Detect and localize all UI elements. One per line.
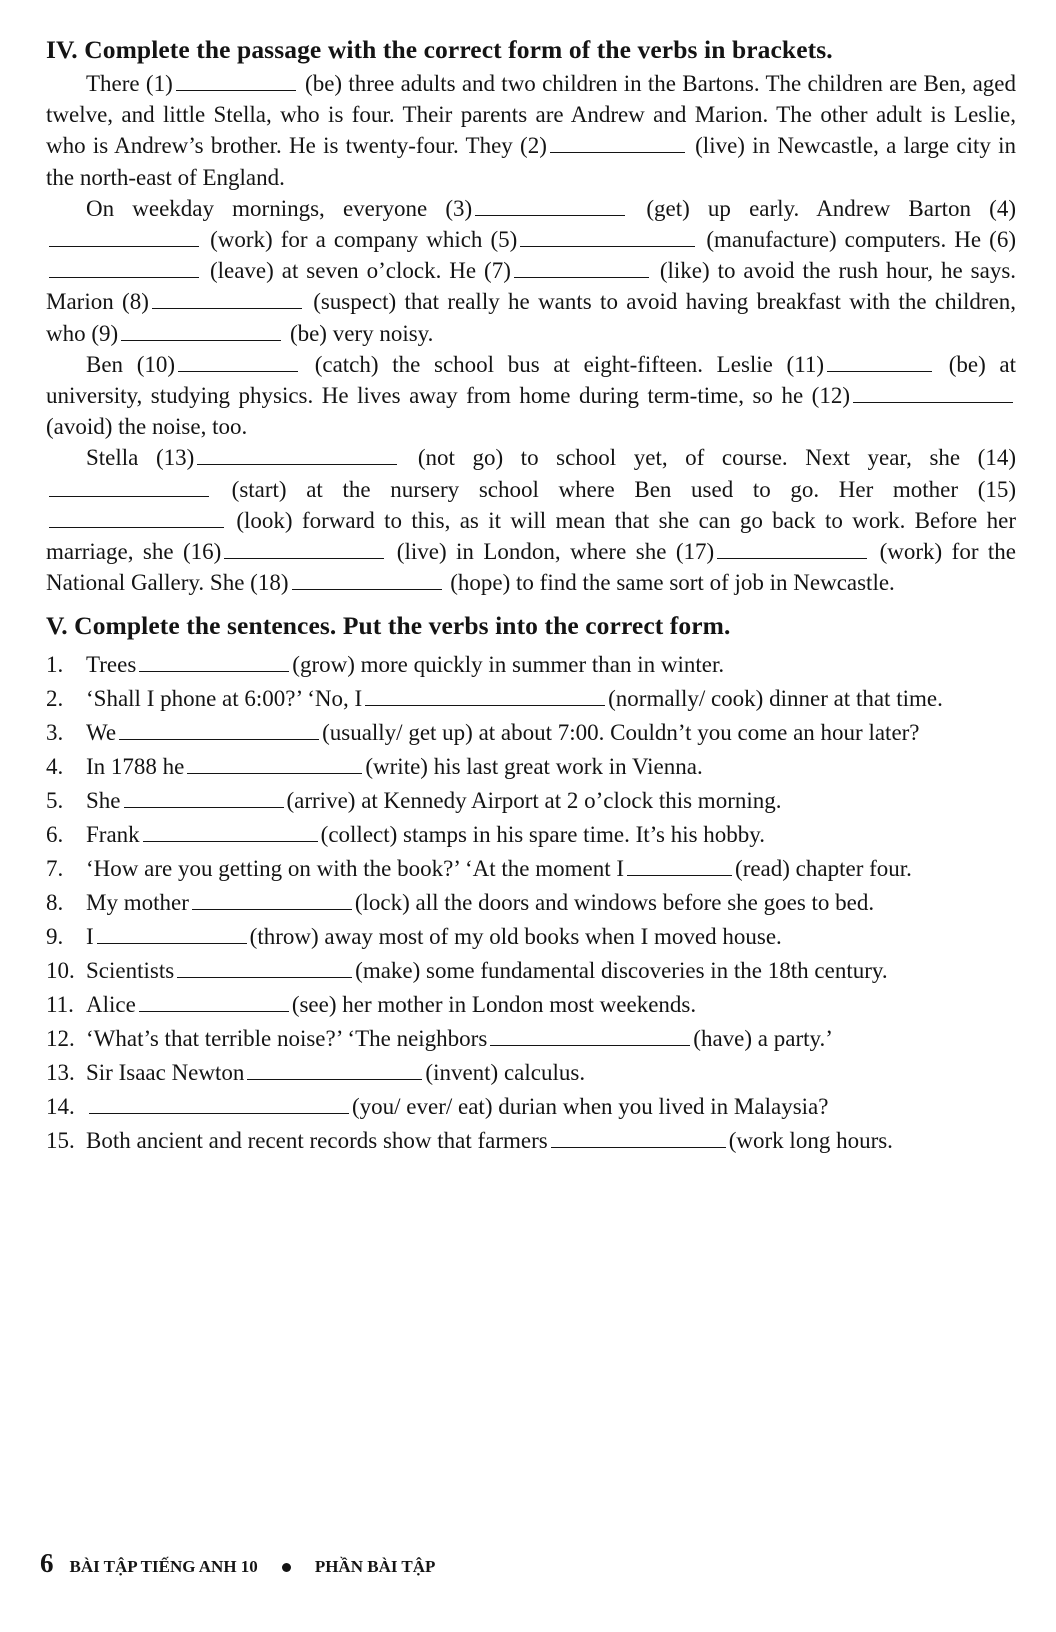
answer-blank[interactable] [139,993,289,1012]
list-item: 4. In 1788 he (write) his last great work in Vienna. [46,754,703,780]
answer-blank[interactable] [139,653,289,672]
answer-blank[interactable] [551,1129,726,1148]
blank-6[interactable] [49,259,199,278]
answer-blank[interactable] [192,891,352,910]
blank-16[interactable] [224,540,384,559]
answer-blank[interactable] [119,721,319,740]
list-item: 11. Alice (see) her mother in London most weekends. [46,992,697,1018]
blank-10[interactable] [178,353,298,372]
bullet-icon [282,1563,291,1572]
blank-2[interactable] [550,134,685,153]
list-item: 10. Scientists (make) some fundamental discoveries in the 18th century. [46,958,888,984]
blank-9[interactable] [121,322,281,341]
list-item: 13. Sir Isaac Newton (invent) calculus. [46,1060,586,1086]
page-footer [40,1548,435,1579]
list-item: 1. Trees (grow) more quickly in summer than in winter. [46,652,725,678]
sentence-list [46,648,1016,1158]
section-4-heading: IV. Complete the passage with the correct form of the verbs in brackets. [46,35,833,64]
answer-blank[interactable] [490,1027,690,1046]
blank-7[interactable] [514,259,649,278]
blank-13[interactable] [197,446,397,465]
list-item: 7. ‘How are you getting on with the book?’ ‘At the moment I (read) chapter four. [46,856,912,882]
answer-blank[interactable] [97,925,247,944]
list-item: 2. ‘Shall I phone at 6:00?’ ‘No, I (normally/ cook) dinner at that time. [46,686,943,712]
list-item: 9. I (throw) away most of my old books when I moved house. [46,924,782,950]
page-number: 6 [40,1548,54,1578]
blank-18[interactable] [292,571,442,590]
blank-3[interactable] [475,197,625,216]
list-item: 6. Frank (collect) stamps in his spare time. It’s his hobby. [46,822,766,848]
answer-blank[interactable] [247,1061,422,1080]
section-5-heading: V. Complete the sentences. Put the verbs into the correct form. [46,611,731,641]
blank-14[interactable] [49,478,209,497]
answer-blank[interactable] [365,687,605,706]
paragraph-2: On weekday mornings, everyone (3) (get) up early. Andrew Barton (4) (work) for a company which (5) (manufacture) computers. He (6) (leave) at seven o’clock. He (7) (like) to avoid the rush hour, he says. Marion (8) (suspect) that really he wants to avoid having breakfast with the children, who (9) (be) very noisy. [46,195,1017,346]
blank-4[interactable] [49,228,199,247]
answer-blank[interactable] [89,1095,349,1114]
list-item: 15. Both ancient and recent records show that farmers (work long hours. [46,1128,893,1154]
blank-8[interactable] [152,290,302,309]
list-item: 3. We (usually/ get up) at about 7:00. Couldn’t you come an hour later? [46,720,920,746]
section-title: PHẦN BÀI TẬP [314,1557,436,1576]
answer-blank[interactable] [627,857,732,876]
blank-15[interactable] [49,509,224,528]
list-item: 8. My mother (lock) all the doors and windows before she goes to bed. [46,890,875,916]
book-title: BÀI TẬP TIẾNG ANH 10 [69,1557,258,1576]
blank-1[interactable] [176,72,296,91]
blank-17[interactable] [717,540,867,559]
list-item: 12. ‘What’s that terrible noise?’ ‘The neighbors (have) a party.’ [46,1026,833,1052]
answer-blank[interactable] [187,755,362,774]
paragraph-3: Ben (10) (catch) the school bus at eight-fifteen. Leslie (11) (be) at university, studying physics. He lives away from home during term-time, so he (12) (avoid) the noise, too. [46,351,1016,440]
blank-5[interactable] [520,228,695,247]
list-item: 14. (you/ ever/ eat) durian when you lived in Malaysia? [46,1094,829,1120]
answer-blank[interactable] [177,959,352,978]
section-4-passage [46,68,1016,598]
paragraph-1: There (1) (be) three adults and two children in the Bartons. The children are Ben, aged twelve, and little Stella, who is four. Their parents are Andrew and Marion. The other adult is Leslie, who is Andrew’s brother. He is twenty-four. They (2) (live) in Newcastle, a large city in the north-east of England. [46,71,1017,190]
answer-blank[interactable] [124,789,284,808]
blank-12[interactable] [853,384,1013,403]
paragraph-4: Stella (13) (not go) to school yet, of course. Next year, she (14) (start) at the nursery school where Ben used to go. Her mother (15) (look) forward to this, as it will mean that she can go back to work. Before her marriage, she (16) (live) in London, where she (17) (work) for the National Gallery. She (18) (hope) to find the same sort of job in Newcastle. [46,445,1017,596]
list-item: 5. She (arrive) at Kennedy Airport at 2 o’clock this morning. [46,788,782,814]
answer-blank[interactable] [143,823,318,842]
blank-11[interactable] [827,353,932,372]
